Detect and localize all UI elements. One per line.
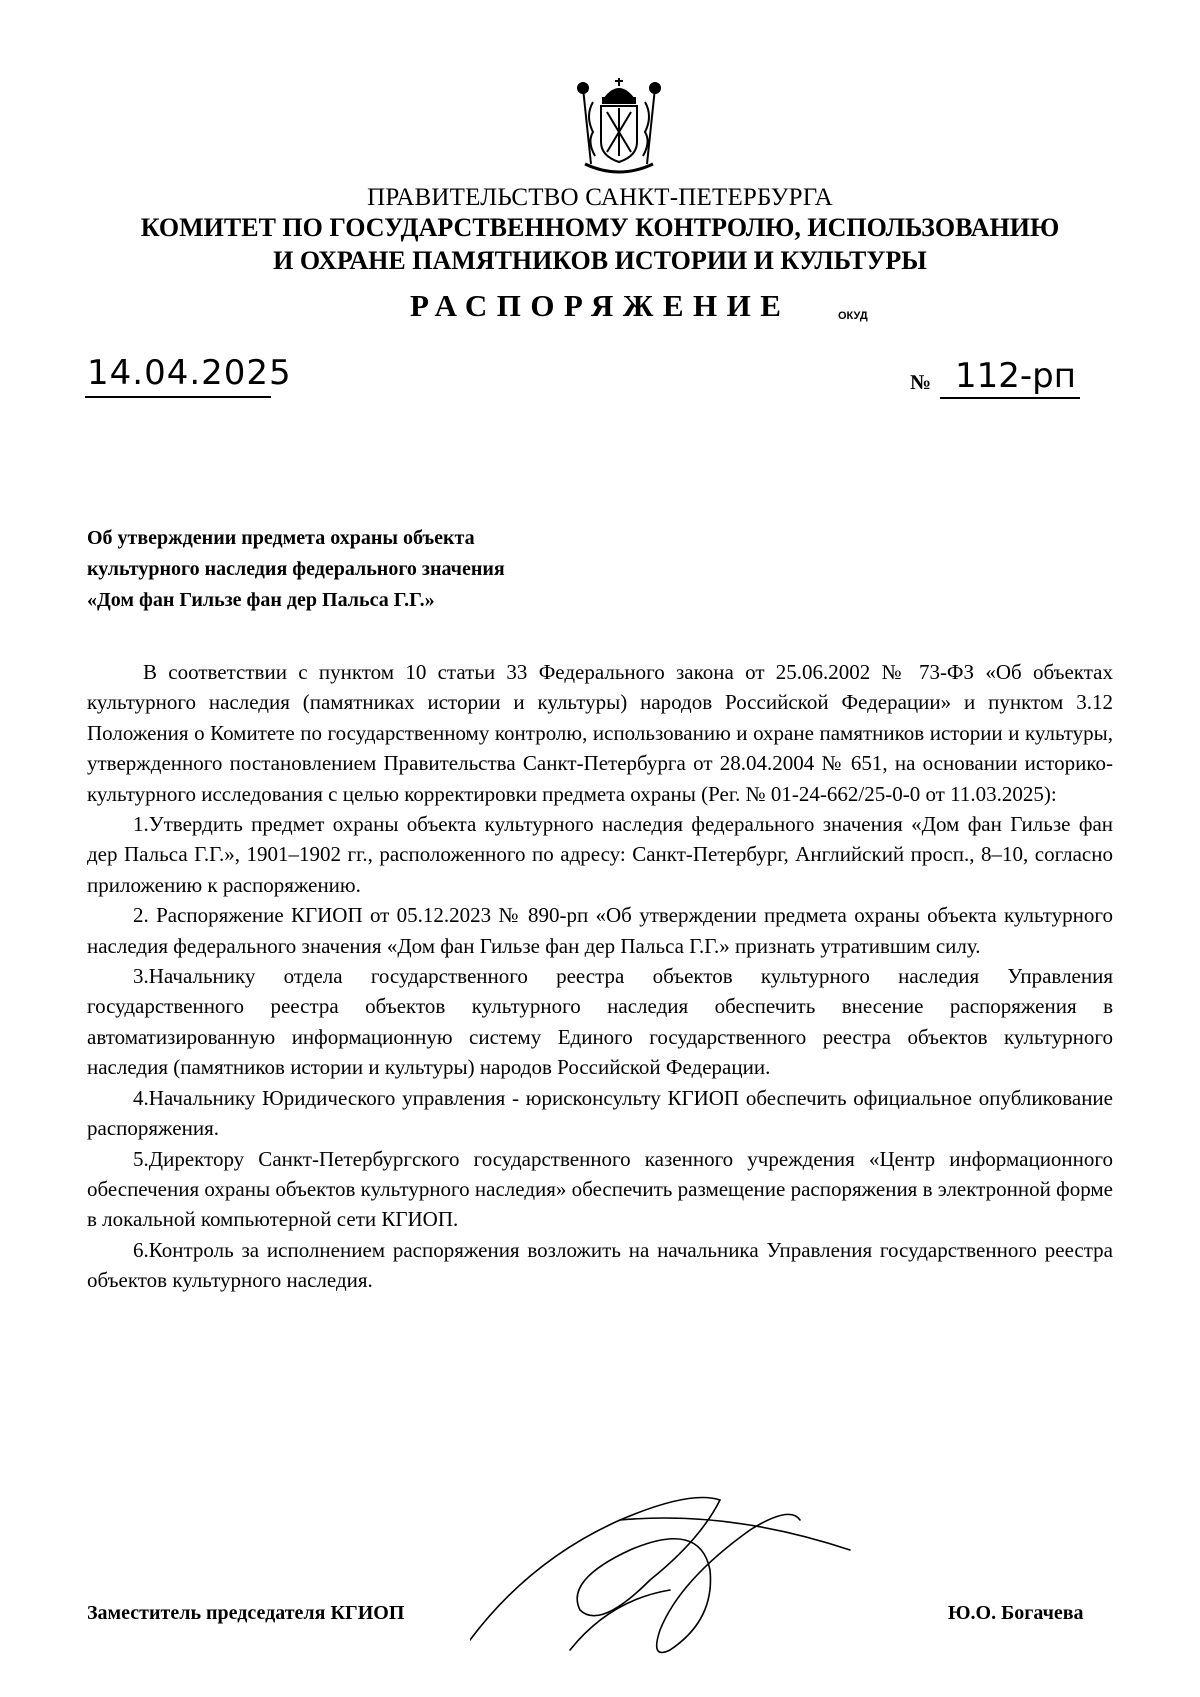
handwritten-signature-icon xyxy=(470,1460,940,1660)
committee-name-line1: КОМИТЕТ ПО ГОСУДАРСТВЕННОМУ КОНТРОЛЮ, ИСПОЛЬЗОВАНИЮ xyxy=(140,213,1060,242)
subject-line: Об утверждении предмета охраны объекта xyxy=(87,527,475,549)
order-item-5: 5.Директору Санкт-Петербургского государственного казенного учреждения «Центр информационного обеспечения охраны объектов культурного наследия» обеспечить размещение распоряжения в электронной форме в локальной компьютерной сети КГИОП. xyxy=(87,1146,1113,1232)
preamble-paragraph: В соответствии с пунктом 10 статьи 33 Федерального закона от 25.06.2002 № 73-ФЗ «Об объектах культурного наследия (памятниках истории и культуры) народов Российской Федерации» и пунктом 3.12 Положения о Комитете по государственному контролю, использованию и охране памятников истории и культуры, утвержденного постановлением Правительства Санкт-Петербурга от 28.04.2004 № 651, на основании историко-культурного исследования с целью корректировки предмета охраны (Рег. № 01-24-662/25-0-0 от 11.03.2025): xyxy=(87,660,1113,806)
order-item-6: 6.Контроль за исполнением распоряжения возложить на начальника Управления государственного реестра объектов культурного наследия. xyxy=(87,1237,1113,1293)
document-subject xyxy=(87,523,505,616)
order-item-4: 4.Начальнику Юридического управления - юрисконсульту КГИОП обеспечить официальное опубликование распоряжения. xyxy=(87,1085,1113,1141)
number-underline xyxy=(940,397,1080,399)
government-name: ПРАВИТЕЛЬСТВО САНКТ-ПЕТЕРБУРГА xyxy=(367,184,833,211)
document-type-title: РАСПОРЯЖЕНИЕ xyxy=(410,288,791,323)
order-item-3: 3.Начальнику отдела государственного реестра объектов культурного наследия Управления государственного реестра объектов культурного наследия обеспечить внесение распоряжения в автоматизированную информационную систему Единого государственного реестра объектов культурного наследия (памятников истории и культуры) народов Российской Федерации. xyxy=(87,964,1113,1080)
okud-label: ОКУД xyxy=(838,310,868,322)
order-item-2: 2. Распоряжение КГИОП от 05.12.2023 № 890-рп «Об утверждении предмета охраны объекта культурного наследия федерального значения «Дом фан Гильзе фан дер Пальса Г.Г.» признать утратившим силу. xyxy=(87,903,1113,958)
date-underline xyxy=(85,396,271,398)
subject-line: культурного наследия федерального значения xyxy=(87,558,505,580)
document-number: 112-рп xyxy=(955,356,1076,396)
coat-of-arms-icon xyxy=(565,76,673,180)
document-date: 14.04.2025 xyxy=(87,353,292,393)
signer-name: Ю.О. Богачева xyxy=(948,1602,1084,1624)
order-item-1: 1.Утвердить предмет охраны объекта культурного наследия федерального значения «Дом фан Гильзе фан дер Пальса Г.Г.», 1901–1902 гг., расположенного по адресу: Санкт-Петербург, Английский просп., 8–10, согласно приложению к распоряжению. xyxy=(87,812,1113,897)
committee-name-line2: И ОХРАНЕ ПАМЯТНИКОВ ИСТОРИИ И КУЛЬТУРЫ xyxy=(273,246,927,275)
document-body xyxy=(87,657,1113,1296)
subject-line: «Дом фан Гильзе фан дер Пальса Г.Г.» xyxy=(87,589,435,611)
signer-position: Заместитель председателя КГИОП xyxy=(87,1602,405,1624)
number-sign: № xyxy=(910,370,932,394)
